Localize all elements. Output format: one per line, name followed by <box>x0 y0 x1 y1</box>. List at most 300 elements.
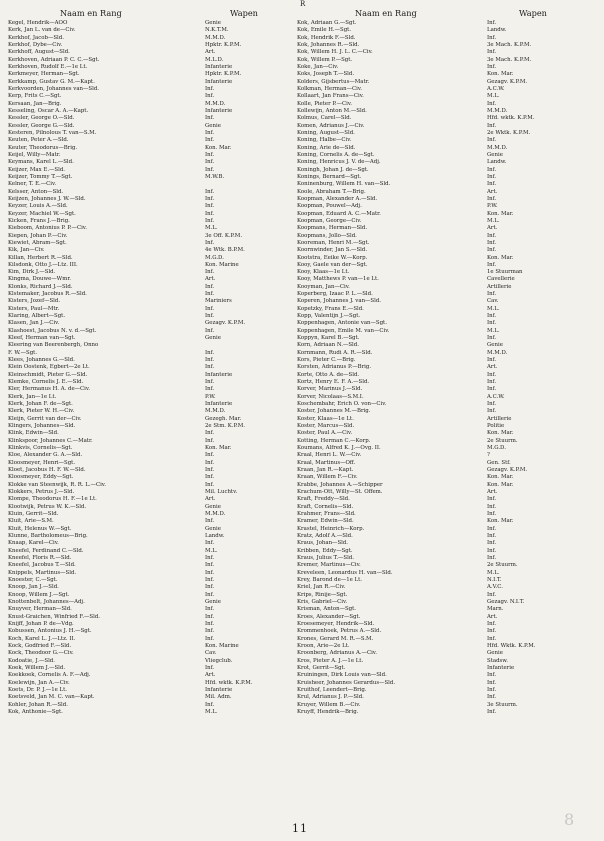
wapen: Inf. <box>205 554 215 561</box>
list-item <box>8 408 293 415</box>
name-rank: Koning, Arie de—Sld. <box>297 144 356 151</box>
name-rank: Kluin, Gerrit—Sld. <box>8 510 59 517</box>
name-rank: Kraus, Julius T.—Sld. <box>297 554 355 561</box>
name-rank: Kilsdonk, Otto J.—Ltz. III. <box>8 261 78 268</box>
name-rank: Koster, Marcus—Sld. <box>297 423 355 430</box>
wapen: Kon. Mar. <box>487 71 514 78</box>
name-rank: Koopman, Alexander A.—Sld. <box>297 195 378 202</box>
name-rank: Klaring, Albert—Sgt. <box>8 313 66 320</box>
wapen: Art. <box>205 672 216 679</box>
wapen: Politie <box>487 423 505 430</box>
name-rank: Klashoest, Jacobus N. v. d.—Sgt. <box>8 327 97 334</box>
list-item <box>297 298 597 305</box>
wapen: Genie <box>205 20 221 26</box>
list-item <box>297 430 597 437</box>
name-rank: Kerkhof, Jacob—Sld. <box>8 34 64 41</box>
list-item <box>8 276 293 283</box>
wapen: Inf. <box>487 547 497 554</box>
wapen: M.L. <box>487 305 500 312</box>
list-item <box>297 181 597 188</box>
list-item <box>297 372 597 379</box>
name-rank: Klein Oostenk, Egbert—2e Lt. <box>8 364 90 371</box>
name-rank: Kramer, Edwin—Sld. <box>297 518 354 525</box>
list-item <box>297 548 597 555</box>
list-item <box>297 291 597 298</box>
list-item <box>8 416 293 423</box>
list-item <box>8 386 293 393</box>
name-rank: Koning, Henricus J. V. de—Adj. <box>297 159 381 166</box>
wapen: Infanterie <box>205 401 233 408</box>
wapen: M.G.D. <box>487 445 506 452</box>
list-item <box>297 342 597 349</box>
list-item <box>8 511 293 518</box>
list-item <box>8 196 293 203</box>
list-item <box>297 672 597 679</box>
list-item <box>297 570 597 577</box>
wapen: Inf. <box>487 173 497 180</box>
wapen: Inf. <box>205 635 215 642</box>
list-item <box>297 408 597 415</box>
list-item <box>8 233 293 240</box>
list-item <box>297 460 597 467</box>
right-rows <box>297 20 597 716</box>
list-item <box>297 592 597 599</box>
name-rank: Keijzer, Max E.—Sld. <box>8 166 66 173</box>
name-rank: Koets, Dr. P. J.—1e Lt. <box>8 686 68 693</box>
name-rank: Klokkers, Petrus J.—Sld. <box>8 489 75 495</box>
name-rank: Kluit, Arie—S.M. <box>8 518 54 525</box>
right-header <box>297 8 597 20</box>
list-item <box>297 357 597 364</box>
naam-header: Naam en Rang <box>355 8 417 18</box>
list-item <box>8 123 293 130</box>
name-rank: Koke, Jan—Civ. <box>297 63 339 70</box>
name-rank: Klink, Edwin—Sld. <box>8 430 59 437</box>
wapen: Inf. <box>205 437 215 444</box>
wapen: ? <box>487 452 490 459</box>
name-rank: Koekkoek, Cornelis A. F.—Adj. <box>8 672 91 679</box>
name-rank: Koninenburg, Willem H. van—Sld. <box>297 181 391 188</box>
list-item <box>8 269 293 276</box>
list-item <box>8 533 293 540</box>
list-item <box>8 211 293 218</box>
wapen: P.W. <box>487 203 498 210</box>
name-rank: Kohler, Johan R.—Sld. <box>8 701 68 708</box>
list-item <box>297 233 597 240</box>
list-item <box>297 687 597 694</box>
name-rank: Klokke van Steenwijk, R. R. L.—Civ. <box>8 481 106 488</box>
name-rank: Kraan, Willem F.—Civ. <box>297 474 358 481</box>
name-rank: Knuyver, Herman—Sld. <box>8 606 72 613</box>
list-item <box>297 350 597 357</box>
list-item <box>8 320 293 327</box>
list-item <box>297 189 597 196</box>
wapen: Inf. <box>205 283 215 290</box>
list-item <box>8 643 293 650</box>
wapen: Marn. <box>487 606 504 613</box>
name-rank: Kneefel, Ferdinand C.—Sld. <box>8 547 84 554</box>
name-rank: Koperberg, Izaac P. L.—Sld. <box>297 291 373 298</box>
list-item <box>297 115 597 122</box>
list-item <box>297 364 597 371</box>
name-rank: Kik, Jan—Civ. <box>8 247 45 254</box>
wapen: Inf. <box>205 327 215 334</box>
list-item <box>8 101 293 108</box>
name-rank: Koning, Cornelis A. de—Sgt. <box>297 151 375 158</box>
wapen: Inf. <box>487 122 497 129</box>
wapen: Inf. <box>205 467 215 474</box>
name-rank: Kolmus, Carel—Sld. <box>297 115 352 122</box>
wapen: M.L. <box>487 217 500 224</box>
wapen: M.L.D. <box>205 56 224 63</box>
name-rank: Krones, Gerard M. R.—S.M. <box>297 635 374 642</box>
name-rank: Kiewiet, Abram—Sgt. <box>8 239 67 246</box>
list-item <box>297 79 597 86</box>
name-rank: Kloe, Alexander G. A.—Sld. <box>8 452 83 459</box>
name-rank: Kloet, Jacobus H. F. W.—Sld. <box>8 467 86 474</box>
list-item <box>297 42 597 49</box>
list-item <box>297 489 597 496</box>
wapen: Inf. <box>205 452 215 459</box>
name-rank: Kornmann, Rudi A. R.—Sld. <box>297 349 373 356</box>
list-item <box>8 115 293 122</box>
name-rank: Kooreman, Henri M.—Sgt. <box>297 239 370 246</box>
list-item <box>8 218 293 225</box>
list-item <box>8 174 293 181</box>
wapen: Gezegh. Mar. <box>205 415 242 422</box>
wapen: Inf. <box>487 239 497 246</box>
list-item <box>297 174 597 181</box>
list-item <box>297 71 597 78</box>
name-rank: Kerkhof, Dybe—Civ. <box>8 41 63 48</box>
wapen: Kon. Marine <box>205 642 239 649</box>
name-rank: Knippels, Martinus—Sld. <box>8 569 77 576</box>
list-item <box>8 20 293 27</box>
name-rank: Kesseling, Oscar A. A.—Kapt. <box>8 107 89 114</box>
name-rank: Kolle, Pieter P.—Civ. <box>297 100 352 107</box>
name-rank: Klinkvis, Cornelis—Sgt. <box>8 445 73 452</box>
name-rank: Kruyer, Willem B.—Civ. <box>297 701 361 708</box>
name-rank: Koopman, Pouwel—Adj. <box>297 203 362 210</box>
wapen: Mil. Luchtv. <box>205 489 238 495</box>
wapen: Inf. <box>205 85 215 92</box>
name-rank: Koopmans, Herman—Sld. <box>297 225 368 232</box>
name-rank: Korver, Nicolaas—S.M.I. <box>297 393 364 400</box>
name-rank: Kieboom, Antonius P. P.—Civ. <box>8 225 87 232</box>
name-rank: Kors, Pieter C.—Brig. <box>297 357 356 364</box>
name-rank: Kingma, Douwe—Wmr. <box>8 276 72 283</box>
name-rank: Klerk, Jan—1e Lt. <box>8 393 57 400</box>
list-item <box>8 342 293 349</box>
list-item <box>8 137 293 144</box>
name-rank: Koole, Abraham T.—Brig. <box>297 188 366 195</box>
right-column <box>297 8 597 716</box>
list-item <box>8 430 293 437</box>
name-rank: Korn, Adriaan N.—Sld. <box>297 342 359 349</box>
list-item <box>8 504 293 511</box>
name-rank: Krachum-Ott, Willy—St. Offem. <box>297 489 383 495</box>
list-item <box>8 27 293 34</box>
name-rank: Kraal, Martinus—Off. <box>297 459 356 466</box>
list-item <box>8 291 293 298</box>
wapen: Inf. <box>487 181 497 188</box>
name-rank: Kiepen, Johan P.—Civ. <box>8 232 68 239</box>
pencil-mark: 8 <box>564 810 575 829</box>
wapen: Inf. <box>205 357 215 364</box>
wapen: Inf. <box>487 232 497 239</box>
wapen: Inf. <box>205 159 215 166</box>
list-item <box>8 592 293 599</box>
name-rank: Kersaan, Jan—Brig. <box>8 100 62 107</box>
wapen: M.M.D. <box>487 349 508 356</box>
list-item <box>297 64 597 71</box>
wapen: Kon. Mar. <box>205 144 232 151</box>
wapen: Art. <box>487 489 498 495</box>
name-rank: Keijzer, Tommy T.—Sgt. <box>8 173 73 180</box>
name-rank: Koschembahr, Erich O. von—Civ. <box>297 401 387 408</box>
name-rank: Krahmer, Frans—Sld. <box>297 510 356 517</box>
list-item <box>297 416 597 423</box>
name-rank: Knoop, Jan J.—Sld. <box>8 584 59 591</box>
wapen: Landw. <box>205 532 225 539</box>
wapen: Landw. <box>487 159 507 166</box>
list-item <box>8 379 293 386</box>
list-item <box>297 211 597 218</box>
wapen: Inf. <box>205 195 215 202</box>
name-rank: Kerkkamp, Gustav G. M.—Kapt. <box>8 78 95 85</box>
wapen: Hfd. wktk. K.P.M. <box>205 679 253 686</box>
wapen: Inf. <box>487 49 497 56</box>
list-item <box>8 372 293 379</box>
list-item <box>8 636 293 643</box>
wapen: Inf. <box>205 379 215 386</box>
list-item <box>297 452 597 459</box>
list-item <box>297 145 597 152</box>
list-item <box>297 35 597 42</box>
list-item <box>8 482 293 489</box>
wapen: Inf. <box>487 320 497 327</box>
list-item <box>297 27 597 34</box>
wapen: 2e Stm. K.P.M. <box>205 423 245 430</box>
list-item <box>8 93 293 100</box>
wapen: Inf. <box>487 247 497 254</box>
list-item <box>8 694 293 701</box>
list-item <box>297 423 597 430</box>
wapen: Inf. <box>205 386 215 393</box>
name-rank: Klerk, Johan F. de—Sgt. <box>8 401 73 408</box>
list-item <box>297 49 597 56</box>
wapen: Inf. <box>487 503 497 510</box>
name-rank: Koningh, Johan J. de—Sgt. <box>297 166 369 173</box>
wapen: 3e Mach. K.P.M. <box>487 56 532 63</box>
list-item <box>297 555 597 562</box>
wapen: Inf. <box>487 496 497 503</box>
wapen: M.M.D. <box>205 510 226 517</box>
wapen: Inf. <box>487 708 497 715</box>
name-rank: Kolders, Gijsbertus—Matr. <box>297 78 370 85</box>
wapen: P.W. <box>205 393 216 400</box>
wapen: Inf. <box>487 620 497 627</box>
list-item <box>297 650 597 657</box>
name-rank: Krommenhoek, Petrus A.—Sld. <box>297 628 382 635</box>
name-rank: Klees, Johannes G.—Sld. <box>8 357 75 364</box>
wapen: M.M.D. <box>205 100 226 107</box>
name-rank: Kisters, Paul—Mtr. <box>8 305 60 312</box>
list-item <box>8 152 293 159</box>
name-rank: Kock, Theodoor G.—Civ. <box>8 650 74 657</box>
list-item <box>8 335 293 342</box>
list-item <box>297 621 597 628</box>
name-rank: Koch, Karel L. J.—Ltz. II. <box>8 635 76 642</box>
list-item <box>8 42 293 49</box>
wapen: Inf. <box>205 269 215 276</box>
list-item <box>297 218 597 225</box>
wapen: M.L. <box>205 225 218 232</box>
wapen: Inf. <box>487 525 497 532</box>
list-item <box>297 599 597 606</box>
wapen: Inf. <box>487 554 497 561</box>
list-item <box>8 548 293 555</box>
name-rank: Kruithof, Leendert—Brig. <box>297 686 367 693</box>
wapen: Inf. <box>205 115 215 122</box>
list-item <box>297 445 597 452</box>
name-rank: Kesteren, Pilnolous T. van—S.M. <box>8 129 97 136</box>
name-rank: Koopman, Eduard A. C.—Matr. <box>297 210 381 217</box>
wapen: Genie <box>205 503 221 510</box>
name-rank: Klompe, Theodorus H. F.—1e Lt. <box>8 496 97 503</box>
wapen: Inf. <box>205 430 215 437</box>
list-item <box>297 540 597 547</box>
list-item <box>297 313 597 320</box>
wapen: Inf. <box>487 166 497 173</box>
name-rank: Kerkvoorden, Johannes van—Sld. <box>8 85 99 92</box>
list-item <box>297 482 597 489</box>
name-rank: Korver, Marinus J.—Sld. <box>297 386 363 393</box>
page-number: 11 <box>292 822 308 835</box>
list-item <box>297 225 597 232</box>
name-rank: Koornwinder, Jan S.—Sld. <box>297 247 368 254</box>
list-item <box>297 518 597 525</box>
list-item <box>8 167 293 174</box>
name-rank: Knijff, Johan P. de—Vdg. <box>8 620 74 627</box>
wapen: Inf. <box>205 562 215 569</box>
wapen: M.M.D. <box>487 144 508 151</box>
wapen: Inf. <box>205 291 215 298</box>
name-rank: Kerkhoven, Rudolf E.—1e Lt. <box>8 63 88 70</box>
wapen: 3e Off. K.P.M. <box>205 232 243 239</box>
wapen: M.M.D. <box>205 34 226 41</box>
name-rank: Klootwijk, Petrus W. K.—Sld. <box>8 503 87 510</box>
list-item <box>297 306 597 313</box>
wapen: Inf. <box>205 166 215 173</box>
list-item <box>8 540 293 547</box>
wapen: Genie <box>205 598 221 605</box>
name-rank: Kopetzky, Frans E.—Sld. <box>297 305 364 312</box>
wapen: Genie <box>205 525 221 532</box>
wapen: M.W.B. <box>205 173 225 180</box>
name-rank: Kraft, Freddy—Sld. <box>297 496 350 503</box>
name-rank: Koek, Willem J.—Sld. <box>8 664 66 671</box>
list-item <box>8 64 293 71</box>
list-item <box>297 680 597 687</box>
wapen: Inf. <box>205 540 215 547</box>
name-rank: Kobussen, Antonius J. H.—Sgt. <box>8 628 92 635</box>
name-rank: Klasen, Jan J.—Civ. <box>8 320 60 327</box>
list-item <box>297 284 597 291</box>
name-rank: Komen, Adrianus J.—Civ. <box>297 122 365 129</box>
name-rank: Kraft, Cornelis—Sld. <box>297 503 354 510</box>
wapen: Inf. <box>487 635 497 642</box>
wapen: M.L. <box>205 708 218 715</box>
wapen: 3e Mach. K.P.M. <box>487 41 532 48</box>
name-rank: Kegel, Hendrik—AOO <box>8 20 68 26</box>
name-rank: Kicken, Frans J.—Brig. <box>8 217 70 224</box>
wapen: Stadsw. <box>487 657 508 664</box>
wapen: Inf. <box>205 313 215 320</box>
wapen: Cavellerie <box>487 276 515 283</box>
list-item <box>297 658 597 665</box>
name-rank: Kok, Willem P.—Sgt. <box>297 56 353 63</box>
wapen: Genie <box>205 122 221 129</box>
wapen: Genie <box>487 342 503 349</box>
wapen: Artillerie <box>487 415 512 422</box>
name-rank: Kreveleen, Leonardus H. van—Sld. <box>297 569 393 576</box>
name-rank: Krabbe, Johannes A.—Schipper <box>297 481 383 488</box>
list-item <box>297 137 597 144</box>
name-rank: Kolkman, Herman—Civ. <box>297 85 362 92</box>
name-rank: Keijel, Willy—Matr. <box>8 151 61 158</box>
name-rank: Kok, Johannes R.—Sld. <box>297 41 360 48</box>
list-item <box>8 570 293 577</box>
wapen: Kon. Marine <box>205 261 239 268</box>
name-rank: Kok, Emile H.—Sgt. <box>297 27 352 34</box>
list-item <box>297 123 597 130</box>
wapen: Inf. <box>205 474 215 481</box>
wapen: 2e Stuurm. <box>487 562 518 569</box>
wapen: 4e Wtk. B.P.M. <box>205 247 245 254</box>
name-rank: Kremer, Martinus—Civ. <box>297 562 361 569</box>
wapen: Inf. <box>487 532 497 539</box>
list-item <box>8 665 293 672</box>
wapen: Infanterie <box>205 107 233 114</box>
list-item <box>297 108 597 115</box>
wapen: Inf. <box>205 569 215 576</box>
wapen: A.V.C. <box>487 584 503 591</box>
list-item <box>8 313 293 320</box>
wapen: Inf. <box>487 20 497 26</box>
list-item <box>8 658 293 665</box>
wapen: A.C.W. <box>487 85 505 92</box>
name-rank: Kootstra, Eeike W.—Korp. <box>297 254 368 261</box>
name-rank: Krot, Gerrit—Sgt. <box>297 664 346 671</box>
list-item <box>8 650 293 657</box>
name-rank: Koks, Joseph T.—Sld. <box>297 71 355 78</box>
top-mark: R <box>300 0 306 8</box>
list-item <box>297 335 597 342</box>
name-rank: F. W.—Sgt. <box>8 349 38 356</box>
wapen: Inf. <box>205 210 215 217</box>
name-rank: Kisters, Jozef—Sld. <box>8 298 61 305</box>
name-rank: Koppenhagen, Antonie van—Sgt. <box>297 320 387 327</box>
list-item <box>297 86 597 93</box>
list-item <box>297 167 597 174</box>
list-item <box>8 247 293 254</box>
left-rows <box>8 20 293 716</box>
wapen: Inf. <box>205 459 215 466</box>
list-item <box>8 86 293 93</box>
name-rank: Koning, August—Sld. <box>297 129 355 136</box>
list-item <box>297 694 597 701</box>
